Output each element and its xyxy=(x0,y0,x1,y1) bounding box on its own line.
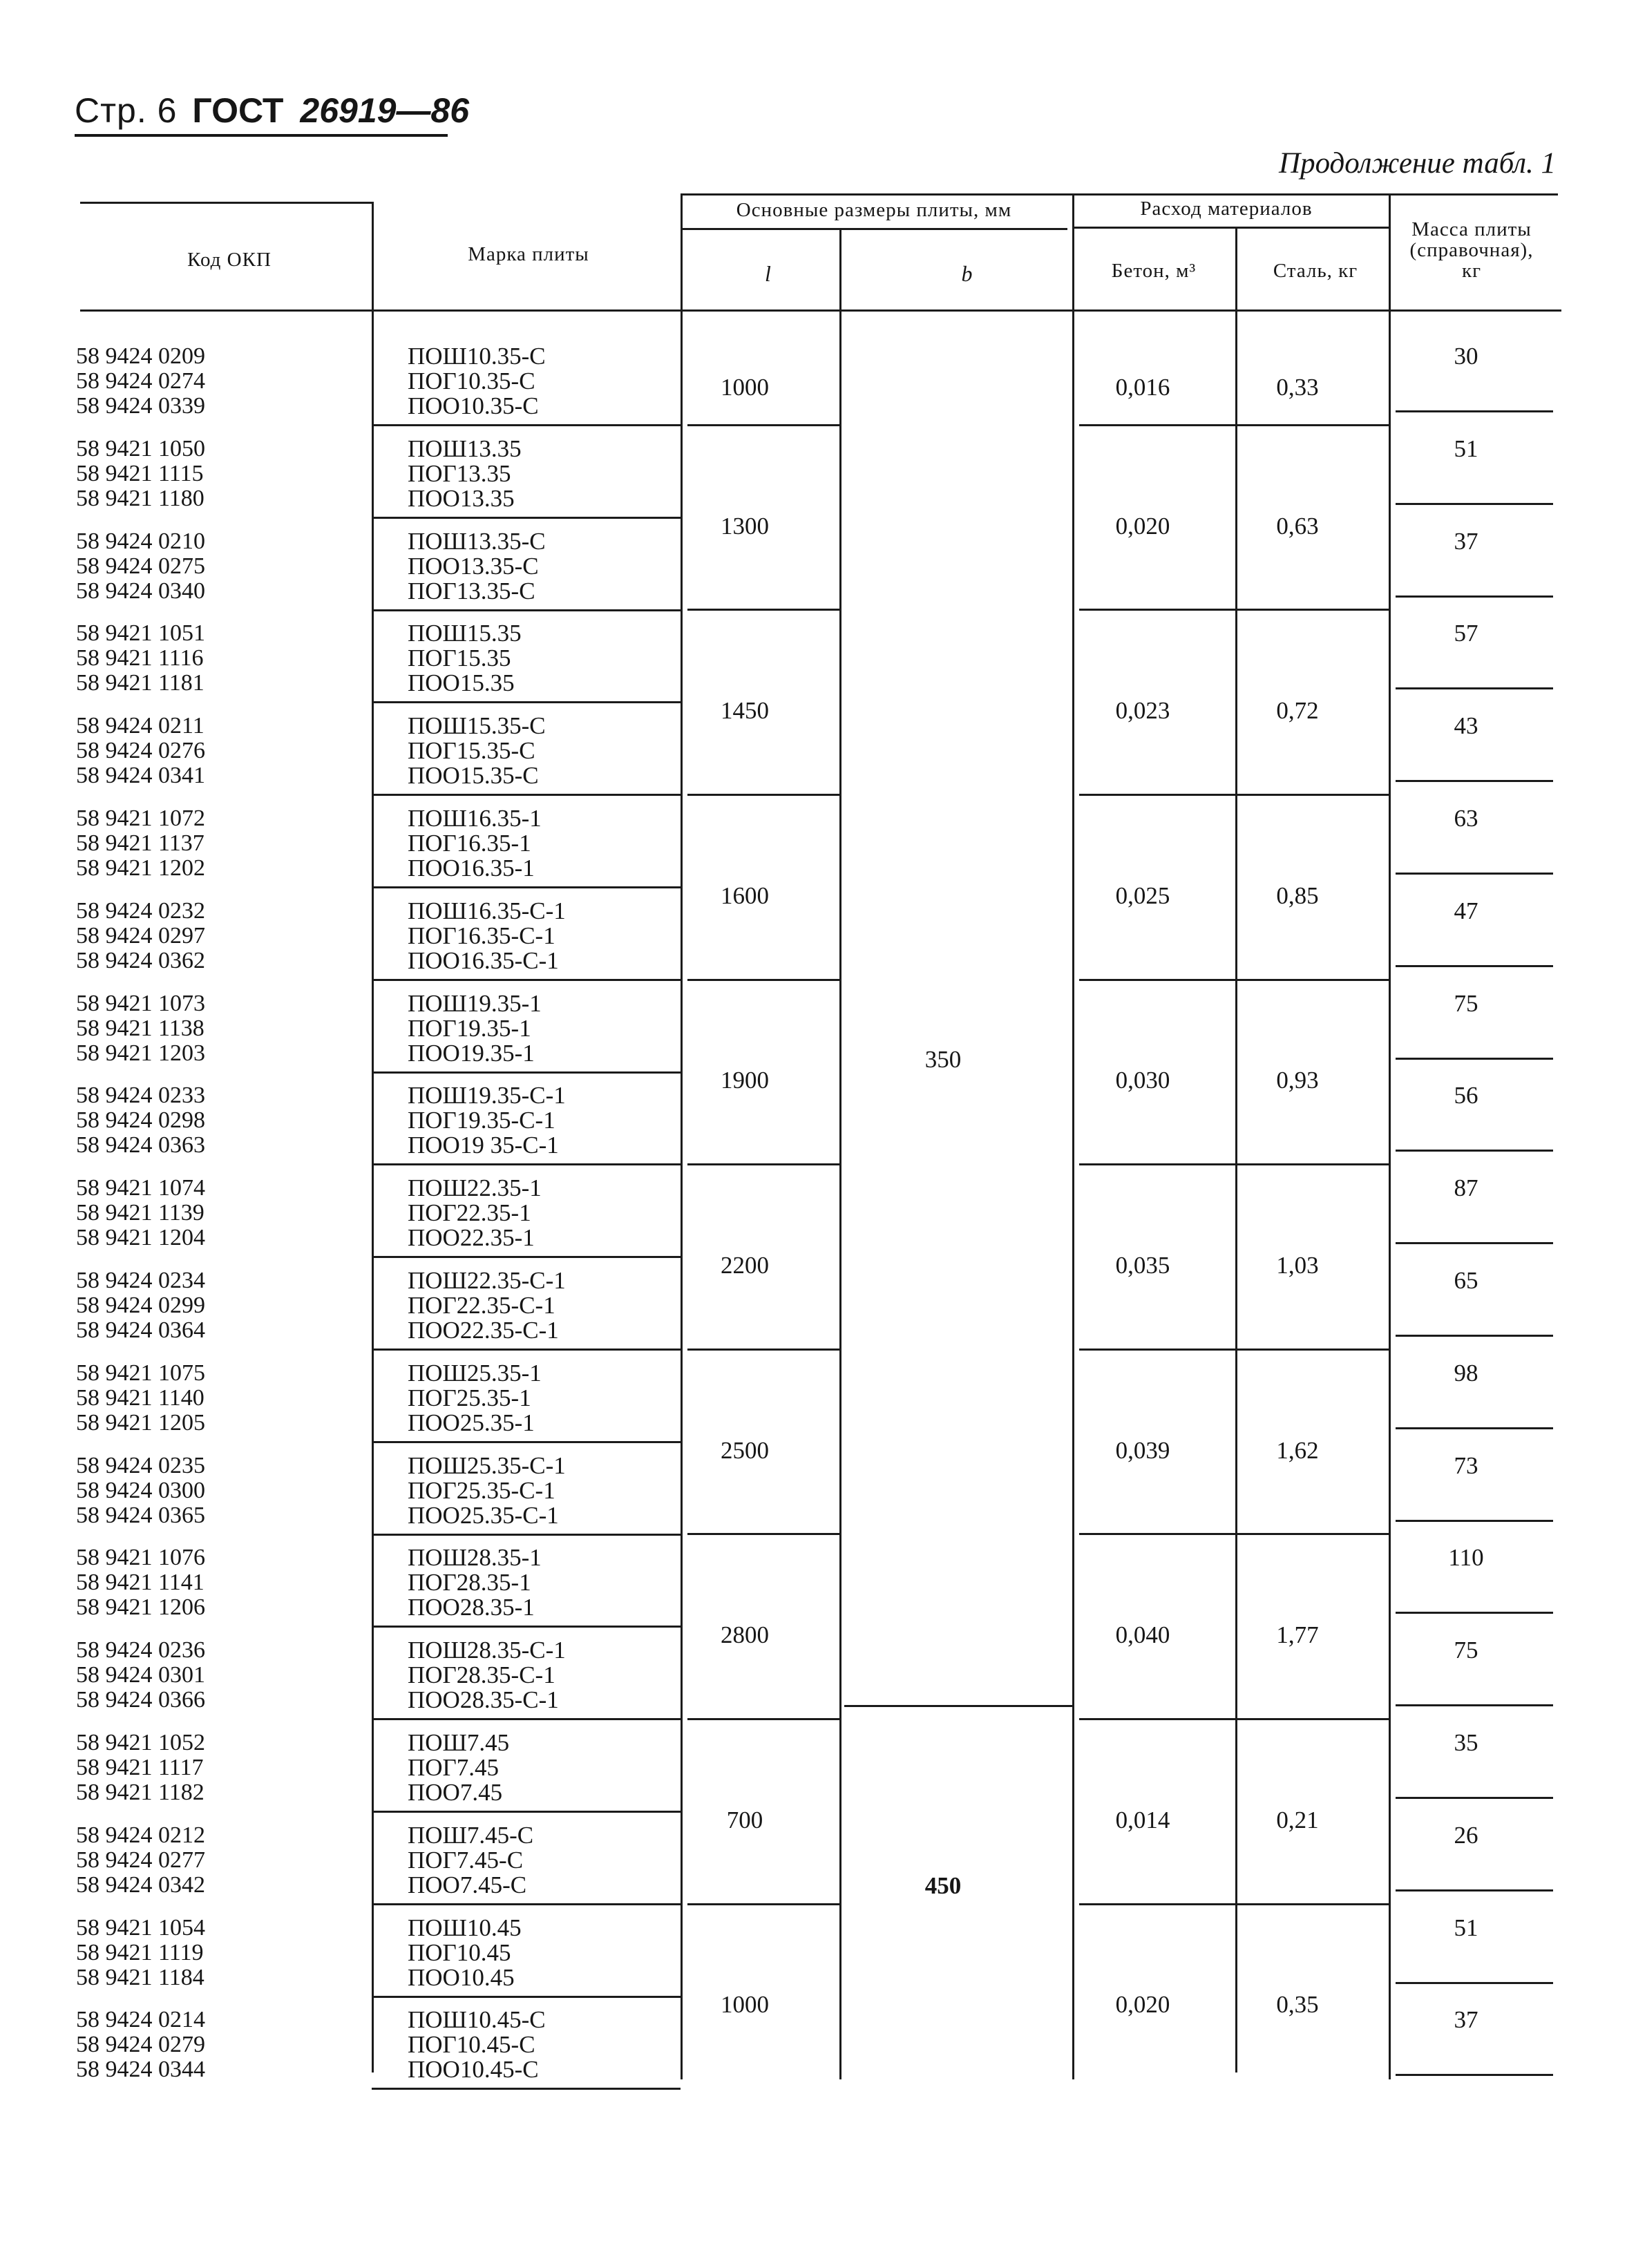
width-450: 450 xyxy=(924,1872,962,1899)
row-codes: 58 9421 1050 58 9421 1115 58 9421 1180 xyxy=(76,435,205,511)
column-header-mass-note: (справочная), xyxy=(1409,239,1534,261)
table-rule xyxy=(687,794,839,796)
column-header-mass: Масса плиты xyxy=(1411,218,1532,240)
group-steel: 0,93 xyxy=(1276,1067,1319,1094)
table-rule xyxy=(1396,1335,1553,1337)
table-rule xyxy=(1079,1533,1389,1535)
table-rule xyxy=(372,424,681,426)
column-header-code: Код ОКП xyxy=(187,249,272,271)
row-mass: 75 xyxy=(1454,1637,1478,1664)
group-steel: 1,03 xyxy=(1276,1252,1319,1279)
table-rule xyxy=(681,193,683,2079)
table-rule xyxy=(1072,193,1074,2079)
table-rule xyxy=(681,228,1067,230)
table-rule xyxy=(1079,1718,1389,1720)
group-concrete: 0,035 xyxy=(1115,1252,1170,1279)
table-rule xyxy=(372,1903,681,1905)
group-steel: 0,63 xyxy=(1276,512,1319,540)
table-rule xyxy=(1396,595,1553,598)
row-mass: 47 xyxy=(1454,897,1478,924)
table-rule xyxy=(372,1534,681,1536)
row-codes: 58 9424 0214 58 9424 0279 58 9424 0344 xyxy=(76,2007,205,2083)
column-header-materials: Расход материалов xyxy=(1140,198,1313,220)
group-concrete: 0,020 xyxy=(1115,1991,1170,2019)
row-codes: 58 9421 1075 58 9421 1140 58 9421 1205 xyxy=(76,1360,205,1436)
group-steel: 0,85 xyxy=(1276,882,1319,909)
row-codes: 58 9424 0211 58 9424 0276 58 9424 0341 xyxy=(76,713,205,789)
table-continuation-label: Продолжение табл. 1 xyxy=(1279,147,1556,180)
table-rule xyxy=(1396,1058,1553,1060)
row-codes: 58 9424 0235 58 9424 0300 58 9424 0365 xyxy=(76,1452,205,1528)
group-steel: 0,72 xyxy=(1276,697,1319,725)
column-header-steel: Сталь, кг xyxy=(1273,260,1358,282)
row-mass: 30 xyxy=(1454,343,1478,370)
table-rule xyxy=(687,979,839,981)
table-rule xyxy=(372,886,681,888)
table-rule xyxy=(1079,1903,1389,1905)
table-rule xyxy=(1079,424,1389,426)
group-steel: 0,21 xyxy=(1276,1806,1319,1833)
table-rule xyxy=(372,1811,681,1813)
row-codes: 58 9424 0210 58 9424 0275 58 9424 0340 xyxy=(76,528,205,604)
width-350: 350 xyxy=(924,1046,962,1073)
row-marks: ПОШ25.35-1 ПОГ25.35-1 ПОО25.35-1 xyxy=(408,1359,542,1436)
row-mass: 37 xyxy=(1454,2006,1478,2034)
row-mass: 43 xyxy=(1454,712,1478,740)
row-codes: 58 9424 0209 58 9424 0274 58 9424 0339 xyxy=(76,343,205,419)
row-mass: 51 xyxy=(1454,1914,1478,1941)
row-marks: ПОШ22.35-1 ПОГ22.35-1 ПОО22.35-1 xyxy=(408,1174,542,1252)
group-concrete: 0,025 xyxy=(1115,882,1170,909)
column-header-width: b xyxy=(961,261,973,286)
table-rule xyxy=(80,202,372,204)
row-mass: 75 xyxy=(1454,989,1478,1017)
row-marks: ПОШ16.35-С-1 ПОГ16.35-С-1 ПОО16.35-С-1 xyxy=(408,897,566,974)
group-length: 700 xyxy=(726,1806,763,1833)
column-header-length: l xyxy=(765,261,772,286)
row-codes: 58 9424 0232 58 9424 0297 58 9424 0362 xyxy=(76,897,205,973)
table-rule xyxy=(687,424,839,426)
row-mass: 65 xyxy=(1454,1267,1478,1294)
group-concrete: 0,040 xyxy=(1115,1621,1170,1649)
row-marks: ПОШ15.35 ПОГ15.35 ПОО15.35 xyxy=(408,620,522,697)
row-codes: 58 9421 1073 58 9421 1138 58 9421 1203 xyxy=(76,990,205,1066)
row-marks: ПОШ16.35-1 ПОГ16.35-1 ПОО16.35-1 xyxy=(408,805,542,882)
row-marks: ПОШ13.35 ПОГ13.35 ПОО13.35 xyxy=(408,435,522,512)
column-header-mass-unit: кг xyxy=(1462,260,1481,282)
standard-prefix: ГОСТ xyxy=(192,91,284,130)
table-rule xyxy=(1396,1520,1553,1522)
table-rule xyxy=(372,1996,681,1998)
table-rule xyxy=(1396,2074,1553,2076)
table-rule xyxy=(681,193,1558,196)
table-rule xyxy=(372,1718,681,1720)
group-length: 2200 xyxy=(721,1252,769,1279)
row-mass: 37 xyxy=(1454,527,1478,555)
row-marks: ПОШ15.35-С ПОГ15.35-С ПОО15.35-С xyxy=(408,712,546,790)
table-rule xyxy=(1072,227,1389,229)
column-header-mark: Марка плиты xyxy=(468,243,589,265)
table-rule xyxy=(687,1163,839,1165)
table-rule xyxy=(372,701,681,703)
row-codes: 58 9421 1052 58 9421 1117 58 9421 1182 xyxy=(76,1730,205,1805)
table-rule xyxy=(1079,979,1389,981)
row-codes: 58 9424 0234 58 9424 0299 58 9424 0364 xyxy=(76,1268,205,1343)
group-length: 2500 xyxy=(721,1436,769,1464)
group-concrete: 0,023 xyxy=(1115,697,1170,725)
row-mass: 73 xyxy=(1454,1451,1478,1479)
table-rule xyxy=(372,1071,681,1074)
table-rule xyxy=(372,1256,681,1258)
table-rule xyxy=(1396,1889,1553,1891)
row-marks: ПОШ10.45-С ПОГ10.45-С ПОО10.45-С xyxy=(408,2006,546,2084)
group-concrete: 0,039 xyxy=(1115,1436,1170,1464)
row-codes: 58 9421 1076 58 9421 1141 58 9421 1206 xyxy=(76,1545,205,1621)
group-steel: 1,62 xyxy=(1276,1436,1319,1464)
table-rule xyxy=(1396,965,1553,967)
table-rule xyxy=(372,979,681,981)
row-marks: ПОШ7.45 ПОГ7.45 ПОО7.45 xyxy=(408,1729,510,1806)
table-rule xyxy=(1396,503,1553,505)
row-marks: ПОШ10.45 ПОГ10.45 ПОО10.45 xyxy=(408,1914,522,1991)
row-mass: 63 xyxy=(1454,805,1478,832)
group-steel: 0,35 xyxy=(1276,1991,1319,2019)
row-mass: 56 xyxy=(1454,1082,1478,1109)
group-concrete: 0,014 xyxy=(1115,1806,1170,1833)
group-steel: 1,77 xyxy=(1276,1621,1319,1649)
row-codes: 58 9421 1051 58 9421 1116 58 9421 1181 xyxy=(76,620,205,696)
table-rule xyxy=(372,2088,681,2090)
group-concrete: 0,016 xyxy=(1115,373,1170,401)
table-rule xyxy=(372,1163,681,1165)
group-length: 1600 xyxy=(721,882,769,909)
row-marks: ПОШ28.35-1 ПОГ28.35-1 ПОО28.35-1 xyxy=(408,1544,542,1621)
column-header-concrete: Бетон, м³ xyxy=(1111,260,1197,282)
row-codes: 58 9424 0236 58 9424 0301 58 9424 0366 xyxy=(76,1637,205,1713)
table-rule xyxy=(1079,1349,1389,1351)
row-mass: 26 xyxy=(1454,1821,1478,1849)
row-codes: 58 9421 1054 58 9421 1119 58 9421 1184 xyxy=(76,1914,205,1990)
table-rule xyxy=(1396,873,1553,875)
table-rule xyxy=(1396,1704,1553,1706)
row-marks: ПОШ19.35-1 ПОГ19.35-1 ПОО19.35-1 xyxy=(408,989,542,1067)
table-rule xyxy=(1396,1242,1553,1244)
row-marks: ПОШ10.35-С ПОГ10.35-С ПОО10.35-С xyxy=(408,343,546,419)
row-codes: 58 9421 1072 58 9421 1137 58 9421 1202 xyxy=(76,806,205,881)
table-rule xyxy=(687,1533,839,1535)
group-length: 1000 xyxy=(721,373,769,401)
row-marks: ПОШ19.35-С-1 ПОГ19.35-С-1 ПОО19 35-С-1 xyxy=(408,1082,566,1159)
table-rule xyxy=(1396,780,1553,782)
table-rule xyxy=(372,794,681,796)
table-rule xyxy=(80,309,1561,312)
table-rule xyxy=(687,1349,839,1351)
row-mass: 51 xyxy=(1454,435,1478,462)
table-rule xyxy=(372,202,374,2072)
table-rule xyxy=(1396,410,1553,412)
table-rule xyxy=(1235,228,1237,2072)
table-rule xyxy=(372,1349,681,1351)
row-marks: ПОШ28.35-С-1 ПОГ28.35-С-1 ПОО28.35-С-1 xyxy=(408,1637,566,1714)
table-rule xyxy=(372,609,681,611)
group-length: 2800 xyxy=(721,1621,769,1649)
table-rule xyxy=(687,609,839,611)
row-codes: 58 9424 0233 58 9424 0298 58 9424 0363 xyxy=(76,1083,205,1159)
row-mass: 110 xyxy=(1448,1544,1484,1572)
table-rule xyxy=(372,1441,681,1443)
table-rule xyxy=(1396,687,1553,689)
table-rule xyxy=(372,1626,681,1628)
group-concrete: 0,020 xyxy=(1115,512,1170,540)
row-marks: ПОШ13.35-С ПОО13.35-С ПОГ13.35-С xyxy=(408,527,546,604)
row-codes: 58 9424 0212 58 9424 0277 58 9424 0342 xyxy=(76,1822,205,1898)
row-mass: 87 xyxy=(1454,1174,1478,1202)
column-header-dimensions: Основные размеры плиты, мм xyxy=(736,199,1012,221)
table-rule xyxy=(687,1903,839,1905)
table-rule xyxy=(1396,1982,1553,1984)
row-mass: 35 xyxy=(1454,1729,1478,1756)
table-rule xyxy=(1396,1797,1553,1799)
row-marks: ПОШ7.45-С ПОГ7.45-С ПОО7.45-С xyxy=(408,1821,534,1898)
table-rule xyxy=(1389,193,1391,2079)
group-concrete: 0,030 xyxy=(1115,1067,1170,1094)
table-rule xyxy=(687,1718,839,1720)
table-rule xyxy=(1396,1427,1553,1429)
page-number: Стр. 6 xyxy=(75,91,178,130)
table-rule xyxy=(844,1705,1072,1707)
row-marks: ПОШ25.35-С-1 ПОГ25.35-С-1 ПОО25.35-С-1 xyxy=(408,1451,566,1529)
table-rule xyxy=(1079,1163,1389,1165)
row-mass: 57 xyxy=(1454,620,1478,647)
group-length: 1300 xyxy=(721,512,769,540)
table-rule xyxy=(1396,1150,1553,1152)
table-rule xyxy=(1396,1612,1553,1614)
table-rule xyxy=(1079,794,1389,796)
group-steel: 0,33 xyxy=(1276,373,1319,401)
group-length: 1450 xyxy=(721,697,769,725)
standard-number: 26919—86 xyxy=(300,91,470,130)
row-marks: ПОШ22.35-С-1 ПОГ22.35-С-1 ПОО22.35-С-1 xyxy=(408,1267,566,1344)
group-length: 1000 xyxy=(721,1991,769,2019)
table-rule xyxy=(839,228,841,2079)
table-rule xyxy=(372,517,681,519)
row-codes: 58 9421 1074 58 9421 1139 58 9421 1204 xyxy=(76,1175,205,1251)
group-length: 1900 xyxy=(721,1067,769,1094)
table-rule xyxy=(1079,609,1389,611)
row-mass: 98 xyxy=(1454,1359,1478,1386)
